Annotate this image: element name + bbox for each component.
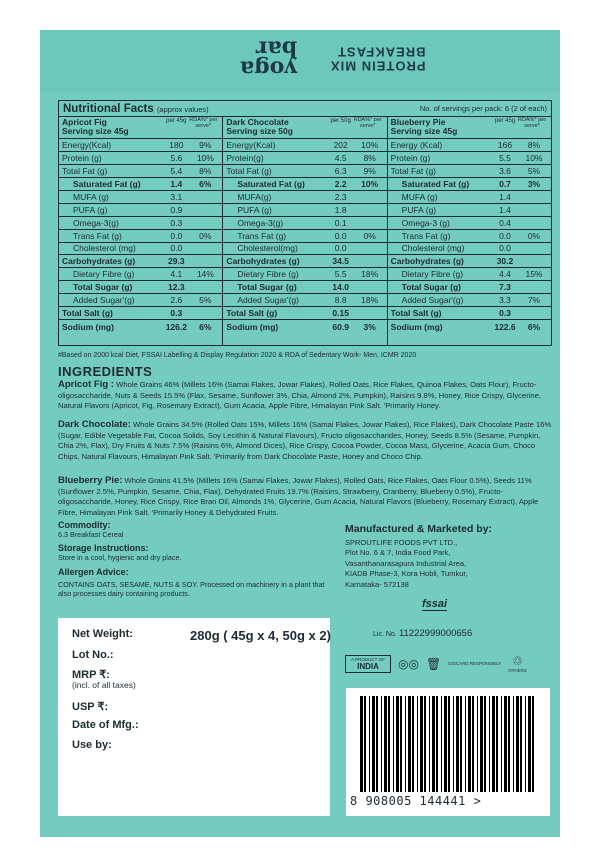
nutrition-column — [59, 117, 223, 346]
nutrient-value: 2.6 — [170, 295, 183, 306]
nutrient-rda: 15% — [525, 269, 543, 280]
nutrient-rda: 6% — [199, 321, 212, 332]
nutrient-label: Total Salt (g) — [62, 308, 113, 319]
top-flap — [40, 30, 560, 92]
nutrient-label: MUFA (g) — [401, 191, 438, 202]
nutrient-row — [59, 217, 222, 230]
mfg-date-label: Date of Mfg.: — [72, 719, 139, 731]
ingredients-title: INGREDIENTS — [58, 364, 153, 379]
nutrient-row — [388, 178, 551, 191]
nutrition-table — [58, 100, 552, 346]
barcode-bar — [460, 696, 462, 792]
nutrient-rda: 8% — [363, 152, 376, 163]
barcode-bar — [388, 696, 390, 792]
mrp-note: (incl. of all taxes) — [72, 680, 136, 690]
nutrient-label: Added Sugar'(g) — [73, 295, 135, 306]
barcode-bar — [489, 696, 490, 792]
nutrient-row — [388, 191, 551, 204]
nutrition-columns — [59, 117, 551, 346]
nutrient-value: 0.0 — [334, 243, 347, 254]
nutrient-label: PUFA (g) — [237, 204, 272, 215]
nutrient-value: 4.5 — [334, 152, 347, 163]
nutrient-label: Dietary Fibre (g) — [237, 269, 299, 280]
nutrient-value: 202 — [333, 139, 348, 150]
nutrient-rda: 0% — [527, 230, 541, 241]
nutrient-value: 0.3 — [499, 308, 511, 319]
nutrient-label: Trans Fat (g) — [401, 230, 451, 241]
nutrient-value: 166 — [497, 139, 513, 150]
allergen-value: CONTAINS OATS, SESAME, NUTS & SOY. Processed on machinery in a plant that also processes dairy containing products. — [58, 580, 325, 598]
nutrient-value: 3.3 — [499, 295, 511, 306]
nutrient-label: Carbohydrates (g) — [390, 256, 464, 267]
nutrient-row — [388, 243, 551, 256]
trash-bin-icon: 🗑 — [425, 657, 442, 671]
nutrient-row — [223, 178, 386, 191]
barcode-bar — [465, 696, 466, 792]
nutrient-value: 60.9 — [332, 321, 349, 332]
fssai-logo: fssai — [422, 598, 448, 610]
nutrient-rda: 3% — [527, 178, 541, 189]
column-header — [223, 117, 386, 139]
barcode-bar — [528, 696, 531, 792]
nutrient-label: Sodium (mg) — [390, 321, 443, 332]
nutrient-row — [223, 165, 386, 178]
nutrient-row — [59, 230, 222, 243]
nutrient-label: Dietary Fibre (g) — [401, 269, 464, 280]
nutrient-row — [223, 217, 386, 230]
barcode-bar — [393, 696, 394, 792]
nutrient-rda: 6% — [527, 321, 541, 332]
barcode-bar — [472, 696, 474, 792]
barcode-bar — [444, 696, 447, 792]
nutrient-row — [59, 307, 222, 320]
nutrient-row — [223, 152, 386, 165]
per-serve-header: per 45g — [166, 118, 187, 124]
barcode-bar — [513, 696, 514, 792]
nutrient-row — [388, 320, 551, 333]
barcode-digits: 8 908005 144441 > — [350, 794, 482, 808]
nutrition-column — [223, 117, 387, 346]
rda-footnote: #Based on 2000 kcal Diet, FSSAI Labelling & Display Regulation 2020 & RDA of Sedentary Work- Men, ICMR 2020 — [58, 352, 417, 359]
nutrient-value: 0.15 — [332, 308, 349, 319]
nutrient-label: Total Sugar (g) — [401, 282, 461, 293]
nutrient-value: 12.3 — [168, 282, 185, 293]
nutrition-column — [388, 117, 551, 346]
nutrient-row — [388, 139, 551, 152]
manufacturer-line: Vasanthanarasapura Industrial Area, — [345, 558, 467, 568]
barcode-bar — [520, 696, 522, 792]
barcode-bar — [480, 696, 483, 792]
flap-product-text: PROTEIN MIX BREAKFAST — [330, 44, 426, 74]
nutrient-label: Total Sugar (g) — [237, 282, 297, 293]
nutrient-value: 7.3 — [499, 282, 511, 293]
ingredient-apricot-fig: Apricot Fig : Whole Grains 46% (Millets 16% (Samai Flakes, Jowar Flakes), Rolled Oats, Rice Flakes, Quinoa Flakes, Oats Flour), Fructo-oligosaccharide, Nuts & Seeds 15.5% (Flax, Sesame, Sunflower 3%, Chia, Almond 2%, Pumpkin), Raisins 9.8%, Honey, Rice Crispy, Glycerine, Natural Flavors (Apricot, Fig, Rosemary Extract), Gum Acacia, Apple Fibre, Himalayan Pink Salt. 'Primarily Honey. — [58, 379, 541, 410]
nutrient-value: 2.2 — [334, 178, 347, 189]
nutrient-label: Saturated Fat (g) — [401, 178, 470, 189]
nutrient-label: Total Sugar (g) — [73, 282, 133, 293]
nutrient-value: 0.3 — [170, 308, 183, 319]
barcode-bar — [492, 696, 495, 792]
barcode-bar — [525, 696, 526, 792]
rda-header: RDA%* per serve* — [353, 117, 382, 129]
discard-responsibly-text: DISCARD RESPONSIBLY — [448, 661, 502, 667]
nutrient-rda: 10% — [196, 152, 214, 163]
nutrient-row — [59, 281, 222, 294]
barcode-bar — [420, 696, 423, 792]
nutrient-value: 2.3 — [334, 191, 347, 202]
barcode-bar — [360, 696, 363, 792]
nutrient-rda: 14% — [196, 269, 214, 280]
ingredient-dark-chocolate: Dark Chocolate: Whole Grains 34.5% (Rolled Oats 15%, Millets 16% (Samai Flakes, Jowar Flakes), Rice Flakes), Dark Chocolate Paste 16% (Sugar, Edible Vegetable Fat, Cocoa Solids, Soy Lecithin & Natural Flavours), Fructo oligosaccharides, Honey, Seeds 8.5% (Sesame, Pumpkin, Chia 2%, Flax), Dry Fruits & Nuts 7.5% (Raisins 6%, Almond Dices), Rice Crispy, Cocoa Powder, Cocoa Mass, Glycerine, Acacia Gum, Choco Chips, Natural Flavours, Himalayan Pink Salt. 'Primarily from Dark Chocolate Paste, Honey and Choco Chip. — [58, 419, 552, 461]
nutrient-label: Energy (Kcal) — [390, 139, 443, 150]
nutrient-value: 0.4 — [499, 217, 511, 228]
nutrient-row — [59, 165, 222, 178]
nutrient-row — [59, 255, 222, 268]
nutrient-rda: 0% — [199, 230, 212, 241]
storage-instructions — [58, 544, 181, 562]
nutrient-label: Trans Fat (g) — [237, 230, 287, 241]
barcode-bar — [432, 696, 435, 792]
barcode-bar — [516, 696, 519, 792]
nutrient-value: 3.1 — [170, 191, 183, 202]
nutrient-row — [59, 294, 222, 307]
nutrient-label: MUFA (g) — [73, 191, 109, 202]
barcode-bar — [532, 696, 534, 792]
nutrient-label: Total Fat (g) — [390, 165, 437, 176]
nutrient-row — [59, 268, 222, 281]
recycle-icon: ♲ — [512, 654, 523, 669]
barcode-bars — [358, 696, 538, 792]
nutrient-value: 8.8 — [334, 295, 347, 306]
barcode-bar — [364, 696, 366, 792]
barcode-bar — [381, 696, 382, 792]
nutrient-row — [59, 178, 222, 191]
nutrient-label: Added Sugar'(g) — [237, 295, 299, 306]
commodity-value: 6.3 Breakfast Cereal — [58, 530, 124, 539]
nutrient-row — [388, 281, 551, 294]
nutrient-value: 122.6 — [494, 321, 516, 332]
barcode-bar — [405, 696, 406, 792]
barcode-bar — [456, 696, 459, 792]
nutrient-label: Energy(Kcal) — [62, 139, 112, 150]
nutrient-label: Saturated Fat (g) — [237, 178, 305, 189]
nutrient-rda: 18% — [361, 269, 379, 280]
barcode-bar — [468, 696, 471, 792]
nutrient-label: Total Fat (g) — [226, 165, 272, 176]
nutrient-row — [388, 307, 551, 320]
per-serve-header: per 45g — [494, 118, 516, 124]
nutrient-value: 4.1 — [170, 269, 183, 280]
nutrient-label: Sodium (mg) — [62, 321, 114, 332]
nutrient-rda: 10% — [361, 178, 379, 189]
lot-number-label: Lot No.: — [72, 649, 114, 661]
nutrient-rda: 5% — [199, 295, 212, 306]
nutrient-rda: 7% — [527, 295, 541, 306]
nutrient-row — [388, 294, 551, 307]
nutrient-row — [223, 268, 386, 281]
nutrient-value: 30.2 — [496, 256, 514, 267]
nutrient-value: 0.1 — [334, 217, 347, 228]
nutrient-value: 1.4 — [170, 178, 183, 189]
barcode-bar — [412, 696, 414, 792]
nutrient-row — [223, 139, 386, 152]
brand-logo: yoga bar — [240, 35, 298, 82]
variant-name: Blueberry Pie Serving size 45g — [390, 117, 458, 136]
nutrient-rda: 8% — [527, 139, 541, 150]
nutrient-row — [59, 139, 222, 152]
barcode-bar — [508, 696, 510, 792]
nutrient-row — [223, 204, 386, 217]
nutrient-row — [388, 230, 551, 243]
per-serve-header: per 50g — [330, 118, 351, 124]
nutrient-row — [223, 191, 386, 204]
barcode-bar — [372, 696, 375, 792]
allergen-advice — [58, 568, 330, 598]
nutrient-row — [223, 230, 386, 243]
nutrient-label: PUFA (g) — [73, 204, 108, 215]
nutrient-row — [388, 255, 551, 268]
nutrient-row — [388, 204, 551, 217]
nutrient-rda: 8% — [199, 165, 212, 176]
recycle-others-badge: ♲ OTHERS — [508, 654, 527, 674]
variant-name: Apricot Fig Serving size 45g — [62, 117, 129, 136]
barcode-bar — [384, 696, 387, 792]
nutrient-label: Total Salt (g) — [390, 308, 442, 319]
nutrient-label: Cholesterol (mg) — [73, 243, 136, 254]
nutrient-row — [59, 204, 222, 217]
nutrient-label: Protein (g) — [62, 152, 102, 163]
nutrient-label: Dietary Fibre (g) — [73, 269, 135, 280]
nutrient-value: 0.3 — [170, 217, 183, 228]
net-weight-value: 280g ( 45g x 4, 50g x 2) — [190, 628, 331, 643]
nutrient-row — [59, 243, 222, 256]
barcode-bar — [396, 696, 399, 792]
nutrient-label: Omega-3 (g) — [401, 217, 450, 228]
nutrient-value: 0.9 — [170, 204, 183, 215]
net-weight-row — [72, 628, 331, 643]
nutrient-label: PUFA (g) — [401, 204, 437, 215]
nutrient-rda: 0% — [363, 230, 376, 241]
usp-label: USP ₹: — [72, 701, 109, 713]
license-number: Lic. No. 11222999000656 — [373, 628, 473, 639]
nutrient-value: 5.5 — [499, 152, 511, 163]
nutrient-value: 126.2 — [165, 321, 187, 332]
barcode-bar — [369, 696, 370, 792]
manufacturer-line: KIADB Phase-3, Kora Hobli, Tumkur, — [345, 569, 468, 578]
column-header — [388, 117, 551, 139]
pack-badges — [345, 652, 555, 676]
nutrient-value: 0.0 — [499, 243, 511, 254]
servings-per-pack: No. of servings per pack: 6 (2 of each) — [419, 104, 547, 113]
nutrient-row — [388, 165, 551, 178]
nutrient-rda: 9% — [363, 165, 376, 176]
barcode — [346, 688, 550, 816]
manufacturer-line: SPROUTLIFE FOODS PVT LTD., — [345, 537, 458, 547]
nutrient-value: 1.4 — [499, 204, 511, 215]
variant-name: Dark Chocolate Serving size 50g — [226, 117, 293, 136]
manufacturer-heading: Manufactured & Marketed by: — [345, 523, 493, 535]
nutrient-value: 14.0 — [332, 282, 349, 293]
barcode-bar — [408, 696, 411, 792]
use-by-label: Use by: — [72, 739, 112, 751]
nutrient-rda: 18% — [361, 295, 379, 306]
nutrient-value: 0.7 — [499, 178, 511, 189]
nutrient-label: Total Fat (g) — [62, 165, 108, 176]
commodity-heading: Commodity: — [58, 520, 111, 530]
barcode-bar — [424, 696, 426, 792]
rda-header: RDA%* per serve* — [189, 117, 218, 129]
nutrient-row — [223, 307, 386, 320]
ingredient-blueberry-pie: Blueberry Pie: Whole Grains 41.5% (Millets 16% (Samai Flakes, Jowar Flakes), Rolled Oats, Rice Flakes, Oats Flour 0.5%), Seeds 11% (Sunflower 2.5%, Pumpkin, Sesame, Chia, Flax), Dehydrated Fruits 19.7% (Raisins, Strawberry, Cranberry, Blueberry 0.5%), Fructo-oligosaccharide, Honey, Rice Crispy, Rice Bran Oil, Almonds 1%, Glycerine, Gum Acacia, Natural Flavors (Blueberry, Rosemary Extract), Apple Fibre, Himalayan Pink Salt. 'Primarily Honey & Dehydrated Fruits. — [58, 475, 539, 517]
nutrient-label: Cholesterol(mg) — [237, 243, 298, 254]
pack-info-box — [58, 618, 330, 816]
barcode-bar — [496, 696, 498, 792]
nutrient-value: 1.8 — [334, 204, 347, 215]
nutrient-rda: 6% — [199, 178, 212, 189]
nutrient-label: MUFA(g) — [237, 191, 272, 202]
nutrient-row — [223, 281, 386, 294]
nutrient-value: 34.5 — [332, 256, 349, 267]
nutrient-label: Carbohydrates (g) — [62, 256, 136, 267]
barcode-bar — [376, 696, 378, 792]
barcode-bar — [441, 696, 442, 792]
barcode-bar — [400, 696, 402, 792]
barcode-bar — [484, 696, 486, 792]
nutrient-label: Trans Fat (g) — [73, 230, 122, 241]
nutrient-label: Carbohydrates (g) — [226, 256, 300, 267]
nutrient-value: 5.5 — [334, 269, 347, 280]
barcode-bar — [477, 696, 478, 792]
nutrient-value: 0.0 — [499, 230, 511, 241]
manufacturer-block — [345, 524, 492, 590]
nutrient-row — [388, 268, 551, 281]
manufacturer-line: Plot No. 6 & 7, India Food Park, — [345, 548, 451, 557]
nutrient-value: 0.0 — [170, 243, 183, 254]
nutrient-value: 4.4 — [499, 269, 511, 280]
barcode-bar — [429, 696, 430, 792]
nutrient-rda: 3% — [363, 321, 376, 332]
nutrition-title: Nutritional Facts (approx values) — [63, 102, 209, 115]
nutrient-row — [223, 294, 386, 307]
nutrient-label: Cholesterol (mg) — [401, 243, 465, 254]
manufacturer-line: Karnataka- 572138 — [345, 579, 409, 589]
barcode-bar — [504, 696, 507, 792]
nutrient-row — [59, 191, 222, 204]
nutrient-label: Added Sugar'(g) — [401, 295, 464, 306]
nutrient-label: Protein(g) — [226, 152, 264, 163]
storage-heading: Storage Instructions: — [58, 543, 149, 553]
barcode-bar — [436, 696, 438, 792]
nutrient-value: 6.3 — [334, 165, 347, 176]
nutrient-row — [388, 217, 551, 230]
mrp-label: MRP ₹: — [72, 669, 110, 681]
barcode-bar — [417, 696, 418, 792]
nutrient-value: 3.6 — [499, 165, 511, 176]
nutrient-label: Protein (g) — [390, 152, 431, 163]
net-weight-label: Net Weight: — [72, 628, 133, 640]
barcode-bar — [453, 696, 454, 792]
nutrient-value: 29.3 — [168, 256, 185, 267]
nutrient-rda: 10% — [361, 139, 379, 150]
nutrient-value: 0.0 — [170, 230, 183, 241]
commodity — [58, 521, 124, 539]
column-header — [59, 117, 222, 139]
nutrition-header — [59, 101, 551, 117]
allergen-heading: Allergen Advice: — [58, 567, 129, 577]
nutrient-row — [59, 320, 222, 333]
nutrient-label: Omega-3(g) — [237, 217, 284, 228]
nutrient-row — [223, 243, 386, 256]
storage-value: Store in a cool, hygienic and dry place. — [58, 553, 182, 562]
rda-header: RDA%* per serve* — [517, 117, 547, 129]
barcode-bar — [501, 696, 502, 792]
product-of-india-badge: A PRODUCT OF INDIA — [345, 655, 391, 673]
nutrient-rda: 10% — [525, 152, 543, 163]
nutrient-value: 0.0 — [334, 230, 347, 241]
nutrient-rda: 5% — [527, 165, 541, 176]
nutrient-label: Sodium (mg) — [226, 321, 279, 332]
nutrient-label: Saturated Fat (g) — [73, 178, 141, 189]
nutrient-value: 180 — [169, 139, 184, 150]
nutrient-row — [223, 255, 386, 268]
barcode-bar — [448, 696, 450, 792]
glasses-icon: ◎◎ — [398, 657, 419, 671]
nutrient-value: 1.4 — [499, 191, 511, 202]
nutrient-label: Total Salt (g) — [226, 308, 278, 319]
nutrient-row — [223, 320, 386, 333]
nutrient-value: 5.4 — [170, 165, 183, 176]
nutrient-row — [59, 152, 222, 165]
nutrient-label: Energy(Kcal) — [226, 139, 276, 150]
nutrient-rda: 9% — [199, 139, 212, 150]
nutrient-value: 5.6 — [170, 152, 183, 163]
nutrient-label: Omega-3(g) — [73, 217, 119, 228]
nutrient-row — [388, 152, 551, 165]
